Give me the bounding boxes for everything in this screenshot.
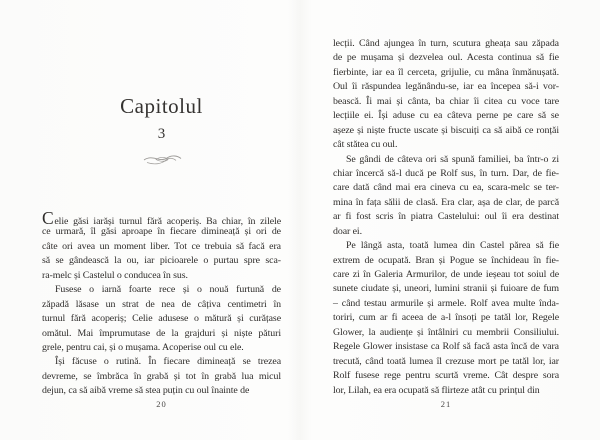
left-page-body-text [42,208,281,399]
text-line: extrem de ocupată. Bran și Pogue se închideau în fie- [333,254,559,266]
right-page [333,0,559,440]
text-line: omătul. Mai împrumutase de la grajduri și niște pături [42,327,281,339]
chapter-heading [42,94,281,171]
left-page-number: 20 [156,399,167,409]
text-line: mina în fața sălii de clasă. Era clar, așa de clar, de parcă [333,196,559,208]
text-line: doar ei. [333,225,362,237]
text-line: toriri, cum ar fi aceea de a-l însoți pe tatăl lor, Regele [333,312,559,324]
text-line: lor, Lilah, ea era ocupată să flirteze atât cu prințul din [333,384,540,396]
text-line: fierbinte, iar ea îl cerceta, grijulie, cu mâna înmănușată. [333,66,559,78]
text-line: dejun, ca să aibă vreme să stea puțin cu oul înainte de [42,385,250,397]
text-line: să se gândească la ou, iar picioarele o purtau spre sca- [42,255,281,267]
chapter-label: Capitolul [120,94,203,118]
text-line: Fusese o iarnă foarte rece și o nouă furtună de [55,284,281,296]
text-line: Pe lângă asta, toată lumea din Castel părea să fie [346,240,559,252]
left-page [42,0,281,440]
right-page-number: 21 [440,399,452,409]
calligraphic-flourish-icon [42,152,281,171]
text-line: trecută, când toată lumea îl crezuse mort pe tatăl lor, iar [333,355,559,367]
text-line: ar fi fost scris în piatra Castelului: oul îi era destinat [333,211,559,223]
text-line: ce urmară, îl găsi aproape în fiecare dimineață și ori de [42,226,281,238]
text-line: zăpadă lăsase un strat de nea de câțiva centimetri în [42,298,281,310]
text-line: care dată când mai era cineva cu ea, scara-melc se ter- [333,182,559,194]
text-line: așeze și niște fructe uscate și biscuiți ca să aibă ce ronțăi [333,124,559,136]
text-line: chiar încercă să-l ducă pe Rolf sus, în turn. Dar, de fie- [333,167,559,179]
text-line: Glower, la audiențe și întâlniri cu membrii Consiliului. [333,326,559,338]
text-line: grele, pentru cai, și o mușama. Acoperise oul cu ele. [42,341,244,353]
text-line: bească. Îi mai și cânta, ba chiar îi citea cu voce tare [333,95,559,107]
text-line: – când testau armurile și armele. Rolf avea multe înda- [333,297,559,309]
text-line: ra-melc și Castelul o conducea în sus. [42,269,188,281]
drop-cap-initial: C [42,208,54,228]
text-line: Rolf fusese rege pentru scurtă vreme. Cât despre sora [333,370,559,382]
right-page-body-text [333,37,559,398]
text-line: Oul îi răspundea legănându-se, iar ea începea să-i vor- [333,81,559,93]
chapter-number: 3 [157,126,166,142]
text-line: devreme, se îmbrăca în grabă și tot în grabă lua micul [42,370,281,382]
text-line: lecțiile ei. Își aduse cu ea câteva perne pe care să se [333,110,559,122]
text-line: de pe mușama și dezvelea oul. Acesta continua să fie [333,52,559,64]
text-line: lecții. Când ajungea în turn, scutura gheața sau zăpada [333,38,559,49]
text-line: câte ori avea un moment liber. Tot ce trebuia să facă era [42,240,281,252]
text-line: care zi în Galeria Armurilor, de unde ieșeau tot soiul de [333,269,559,280]
text-line: Se gândi de câteva ori să spună familiei, ba într-o zi [346,153,559,165]
text-line: Își făcuse o rutină. În fiecare dimineață se trezea [55,356,281,368]
text-line: turnul fără acoperiș; Celie adusese o mătură și curățase [42,313,281,325]
text-line: cât stătea cu oul. [333,139,398,151]
text-line: Celie găsi iarăși turnul fără acoperiș. Ba chiar, în zilele [42,208,281,228]
text-line: sunete ciudate și, uneori, lumini stranii și fuioare de fum [333,283,559,295]
text-line: Regele Glower insistase ca Rolf să facă asta încă de vara [333,341,559,353]
